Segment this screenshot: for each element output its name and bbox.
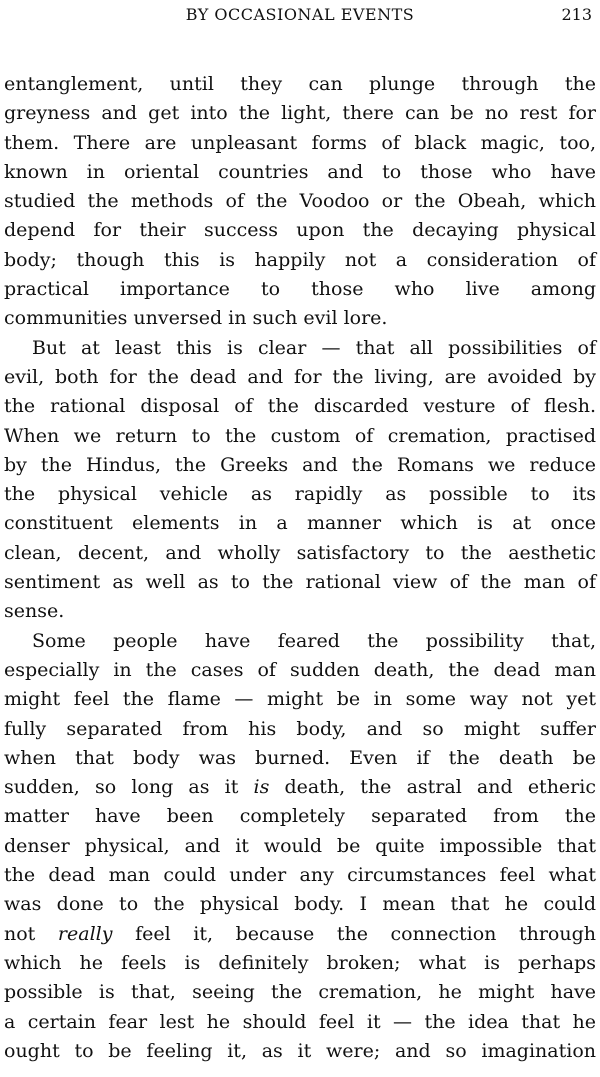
text-line: practical importance to those who live among (4, 278, 596, 301)
text-line: But at least this is clear — that all possibilities of (32, 336, 596, 359)
text-line: known in oriental countries and to those who have (4, 160, 596, 183)
paragraph-2 (4, 334, 596, 627)
text-line: constituent elements in a manner which is at once (4, 512, 596, 535)
text-line: Some people have feared the possibility that, (32, 629, 596, 652)
text-line: was done to the physical body. I mean that he could (4, 893, 596, 916)
paragraph-3 (4, 627, 596, 1066)
text-line: by the Hindus, the Greeks and the Romans we reduce (4, 453, 596, 476)
text-line: the rational disposal of the discarded vesture of flesh. (4, 395, 596, 418)
running-head (0, 4, 600, 30)
text-line: entanglement, until they can plunge through the (4, 73, 596, 95)
text-line: depend for their success upon the decaying physical (4, 219, 596, 242)
page-number: 213 (561, 5, 592, 24)
text-line: the physical vehicle as rapidly as possible to its (4, 483, 596, 506)
text-line: possible is that, seeing the cremation, he might have (4, 981, 596, 1004)
body-text (4, 70, 596, 1066)
text-run: feel it, because the connection through (112, 922, 596, 945)
paragraph-1 (4, 70, 596, 334)
text-line: might feel the flame — might be in some way not yet (4, 688, 596, 711)
text-line: them. There are unpleasant forms of black magic, too, (4, 131, 596, 154)
text-line: when that body was burned. Even if the death be (4, 746, 596, 769)
text-line: matter have been completely separated from the (4, 805, 596, 828)
italic-emphasis: is (253, 776, 270, 799)
text-run: not (4, 922, 58, 945)
text-line: especially in the cases of sudden death, the dead man (4, 658, 596, 681)
text-line: greyness and get into the light, there can be no rest for (4, 102, 596, 125)
text-line: studied the methods of the Voodoo or the Obeah, which (4, 190, 596, 213)
text-line: communities unversed in such evil lore. (4, 307, 388, 330)
italic-emphasis: really (57, 922, 113, 945)
text-line: ought to be feeling it, as it were; and so imagination (4, 1039, 596, 1062)
text-line: body; though this is happily not a consideration of (4, 248, 596, 271)
text-line (4, 773, 596, 802)
text-line: When we return to the custom of cremation, practised (4, 424, 596, 447)
text-line: evil, both for the dead and for the living, are avoided by (4, 365, 596, 388)
text-line: the dead man could under any circumstances feel what (4, 864, 596, 887)
text-line: a certain fear lest he should feel it — the idea that he (4, 1010, 596, 1033)
text-line (4, 920, 596, 949)
text-line: sense. (4, 600, 65, 623)
text-line: sentiment as well as to the rational view of the man of (4, 571, 596, 594)
text-run: death, the astral and etheric (269, 776, 596, 799)
text-line: fully separated from his body, and so might suffer (4, 717, 596, 740)
text-run: sudden, so long as it (4, 776, 254, 799)
text-line: clean, decent, and wholly satisfactory to the aesthetic (4, 541, 596, 564)
running-title: BY OCCASIONAL EVENTS (185, 5, 415, 24)
text-line: which he feels is definitely broken; what is perhaps (4, 951, 596, 974)
text-line: denser physical, and it would be quite impossible that (4, 834, 596, 857)
